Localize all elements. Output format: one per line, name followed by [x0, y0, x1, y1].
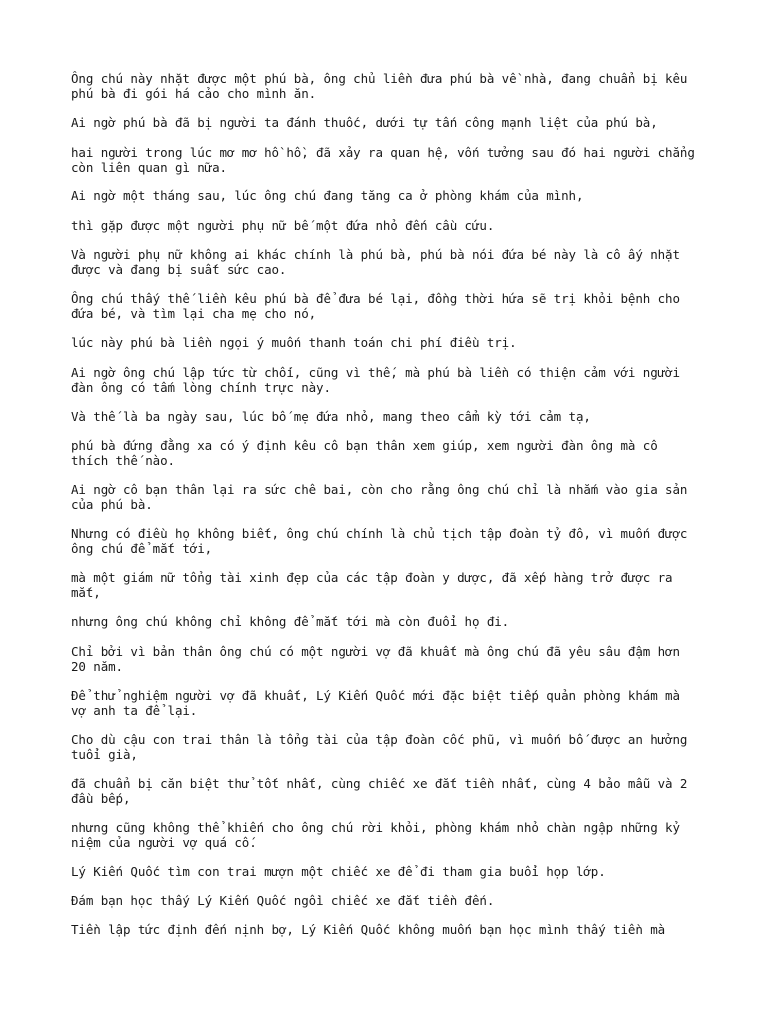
- paragraph: Ông chú này nhặt được một phú bà, ông chủ liền đưa phú bà về nhà, đang chuẩn bị kêu phú bà đi gói há cảo cho mình ăn.: [71, 71, 688, 101]
- paragraph: Ai ngờ ông chú lập tức từ chối, cũng vì thế, mà phú bà liền có thiện cảm với người đàn ông có tấm lòng chính trực này.: [71, 365, 680, 395]
- paragraph: thì gặp được một người phụ nữ bế một đứa nhỏ đến cầu cứu.: [71, 218, 495, 233]
- paragraph: Tiền lập tức định đến nịnh bợ, Lý Kiến Quốc không muốn bạn học mình thấy tiền mà: [71, 922, 666, 937]
- paragraph: nhưng cũng không thể khiến cho ông chú rời khỏi, phòng khám nhỏ chàn ngập những kỷ niệm của người vợ quá cố.: [71, 820, 680, 850]
- paragraph: Và người phụ nữ không ai khác chính là phú bà, phú bà nói đứa bé này là cô ấy nhặt được và đang bị suất sức cao.: [71, 247, 680, 277]
- paragraph: Để thử nghiệm người vợ đã khuất, Lý Kiến Quốc mới đặc biệt tiếp quản phòng khám mà vợ anh ta để lại.: [71, 688, 680, 718]
- paragraph: lúc này phú bà liền ngọi ý muốn thanh toán chi phí điều trị.: [71, 335, 517, 350]
- paragraph: Lý Kiến Quốc tìm con trai mượn một chiếc xe để đi tham gia buổi họp lớp.: [71, 864, 606, 879]
- paragraph: phú bà đứng đằng xa có ý định kêu cô bạn thân xem giúp, xem người đàn ông mà cô thích thế nào.: [71, 438, 658, 468]
- paragraph: nhưng ông chú không chỉ không để mắt tới mà còn đuổi họ đi.: [71, 614, 510, 629]
- paragraph: Cho dù cậu con trai thân là tổng tài của tập đoàn cốc phũ, vì muốn bố được an hưởng tuổi già,: [71, 732, 688, 762]
- paragraph: Ai ngờ một tháng sau, lúc ông chú đang tăng ca ở phòng khám của mình,: [71, 188, 584, 203]
- paragraph: Ai ngờ cô bạn thân lại ra sức chê bai, còn cho rằng ông chú chỉ là nhắm vào gia sản của phú bà.: [71, 482, 688, 512]
- paragraph: đã chuẩn bị căn biệt thử tốt nhất, cùng chiếc xe đắt tiền nhất, cùng 4 bảo mẫu và 2 đầu bếp,: [71, 776, 688, 806]
- paragraph: Ai ngờ phú bà đã bị người ta đánh thuốc, dưới tự tấn công mạnh liệt của phú bà,: [71, 115, 658, 130]
- paragraph: Đám bạn học thấy Lý Kiến Quốc ngồi chiếc xe đắt tiền đến.: [71, 893, 495, 908]
- paragraph: mà một giám nữ tổng tài xinh đẹp của các tập đoàn y dược, đã xếp hàng trở được ra mắt,: [71, 570, 673, 600]
- paragraph: hai người trong lúc mơ mơ hồ hồ, đã xảy ra quan hệ, vốn tưởng sau đó hai người chẳng còn liên quan gì nữa.: [71, 145, 695, 175]
- paragraph: Nhưng có điều họ không biết, ông chú chính là chủ tịch tập đoàn tỷ đô, vì muốn được ông chú để mắt tới,: [71, 526, 688, 556]
- paragraph: Ông chú thấy thế liền kêu phú bà để đưa bé lại, đồng thời hứa sẽ trị khỏi bệnh cho đứa bé, và tìm lại cha mẹ cho nó,: [71, 291, 680, 321]
- paragraph: Chỉ bởi vì bản thân ông chú có một người vợ đã khuất mà ông chú đã yêu sâu đậm hơn 20 năm.: [71, 644, 680, 674]
- paragraph: Và thế là ba ngày sau, lúc bố mẹ đứa nhỏ, mang theo cẩm kỳ tới cảm tạ,: [71, 409, 591, 424]
